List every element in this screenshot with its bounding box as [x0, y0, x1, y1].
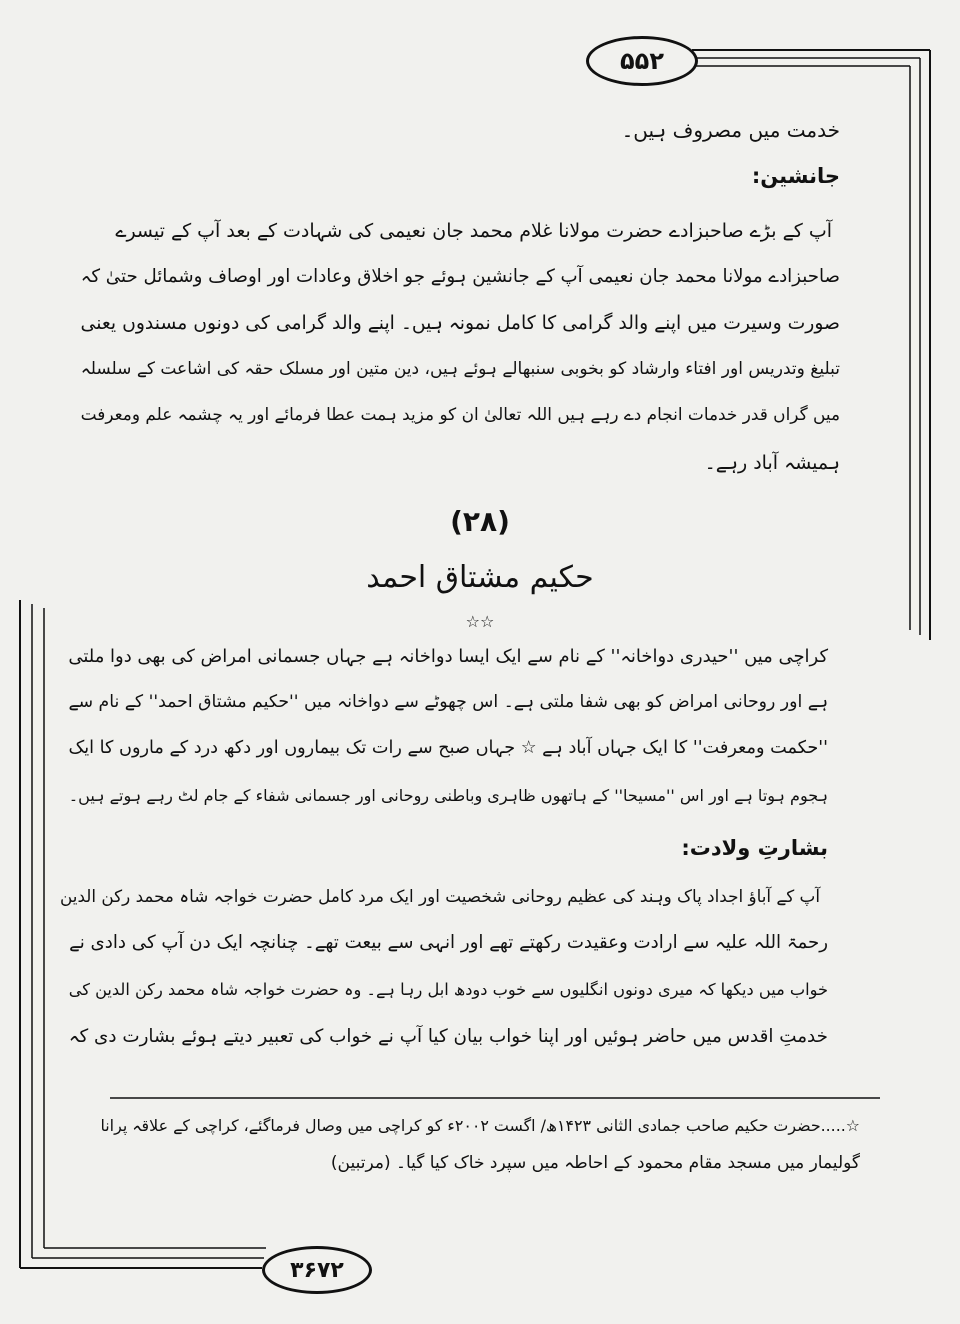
paragraph-line: صاحبزادے مولانا محمد جان نعیمی آپ کے جانشین ہوئے جو اخلاق وعادات اور اوصاف وشمائل حتیٰ کہ [80, 266, 840, 287]
paragraph-line: خواب میں دیکھا کہ میری دونوں انگلیوں سے خوب دودھ ابل رہا ہے۔ وہ حضرت خواجہ شاہ محمد رکن الدین کی [68, 980, 828, 999]
page-number-bottom: ۳۶۷۲ [262, 1246, 372, 1294]
paragraph-line: ہمیشہ آباد رہے۔ [704, 452, 840, 474]
footnote-line: ☆.....حضرت حکیم صاحب جمادی الثانی ۱۴۲۳ھ/ اگست ۲۰۰۲ء کو کراچی میں وصال فرماگئے، کراچی کے علاقہ پرانا [100, 1116, 860, 1135]
paragraph-line: رحمۃ اللہ علیہ سے ارادت وعقیدت رکھتے تھے اور انہی سے بیعت تھے۔ چنانچہ ایک دن آپ کی دادی نے [69, 932, 828, 953]
chapter-title: حکیم مشتاق احمد [366, 560, 594, 595]
paragraph-line: آپ کے آباؤ اجداد پاک وہند کی عظیم روحانی شخصیت اور ایک مرد کامل حضرت خواجہ شاہ محمد رکن الدین [60, 886, 820, 906]
page-number-top: ۵۵۲ [586, 36, 698, 86]
paragraph-line: خدمتِ اقدس میں حاضر ہوئیں اور اپنا خواب بیان کیا آپ نے خواب کی تعبیر دیتے ہوئے بشارت دی کہ [68, 1026, 828, 1047]
paragraph-line: ''حکمت ومعرفت'' کا ایک جہاں آباد ہے ☆ جہاں صبح سے رات تک بیماروں اور دکھ درد کے ماروں کا ایک [68, 738, 828, 758]
paragraph-line: آپ کے بڑے صاحبزادے حضرت مولانا غلام محمد جان نعیمی کی شہادت کے بعد آپ کے تیسرے [115, 220, 832, 242]
footnote-line: گولیمار میں مسجد مقام محمود کے احاطہ میں سپرد خاک کیا گیا۔ (مرتبین) [330, 1153, 860, 1173]
paragraph-line: ہجوم ہوتا ہے اور اس ''مسیحا'' کے ہاتھوں ظاہری وباطنی روحانی اور جسمانی شفاء کے جام لٹ رہے ہوتے ہیں۔ [68, 786, 828, 805]
paragraph-line: کراچی میں ''حیدری دواخانہ'' کے نام سے ایک ایسا دواخانہ ہے جہاں جسمانی امراض کی بھی دوا ملتی [68, 646, 828, 667]
opening-line: خدمت میں مصروف ہیں۔ [621, 118, 840, 142]
paragraph-line: صورت وسیرت میں اپنے والد گرامی کا کامل نمونہ ہیں۔ اپنے والد گرامی کی دونوں مسندوں یعنی [80, 313, 840, 334]
heading-birth-glad-tidings: بشارتِ ولادت: [681, 836, 828, 860]
paragraph-line: تبلیغ وتدریس اور افتاء وارشاد کو بخوبی سنبھالے ہوئے ہیں، دین متین اور مسلک حقہ کی اشاعت کے سلسلہ [80, 359, 840, 379]
decorative-stars: ☆☆ [465, 612, 495, 631]
chapter-number: (۲۸) [450, 505, 510, 538]
heading-successor: جانشین: [751, 164, 840, 188]
paragraph-line: میں گراں قدر خدمات انجام دے رہے ہیں اللہ تعالیٰ ان کو مزید ہمت عطا فرمائے اور یہ چشمہ علم ومعرفت [80, 404, 840, 424]
paragraph-line: ہے اور روحانی امراض کو بھی شفا ملتی ہے۔ اس چھوٹے سے دواخانہ میں ''حکیم مشتاق احمد'' کے نام سے [68, 692, 828, 712]
